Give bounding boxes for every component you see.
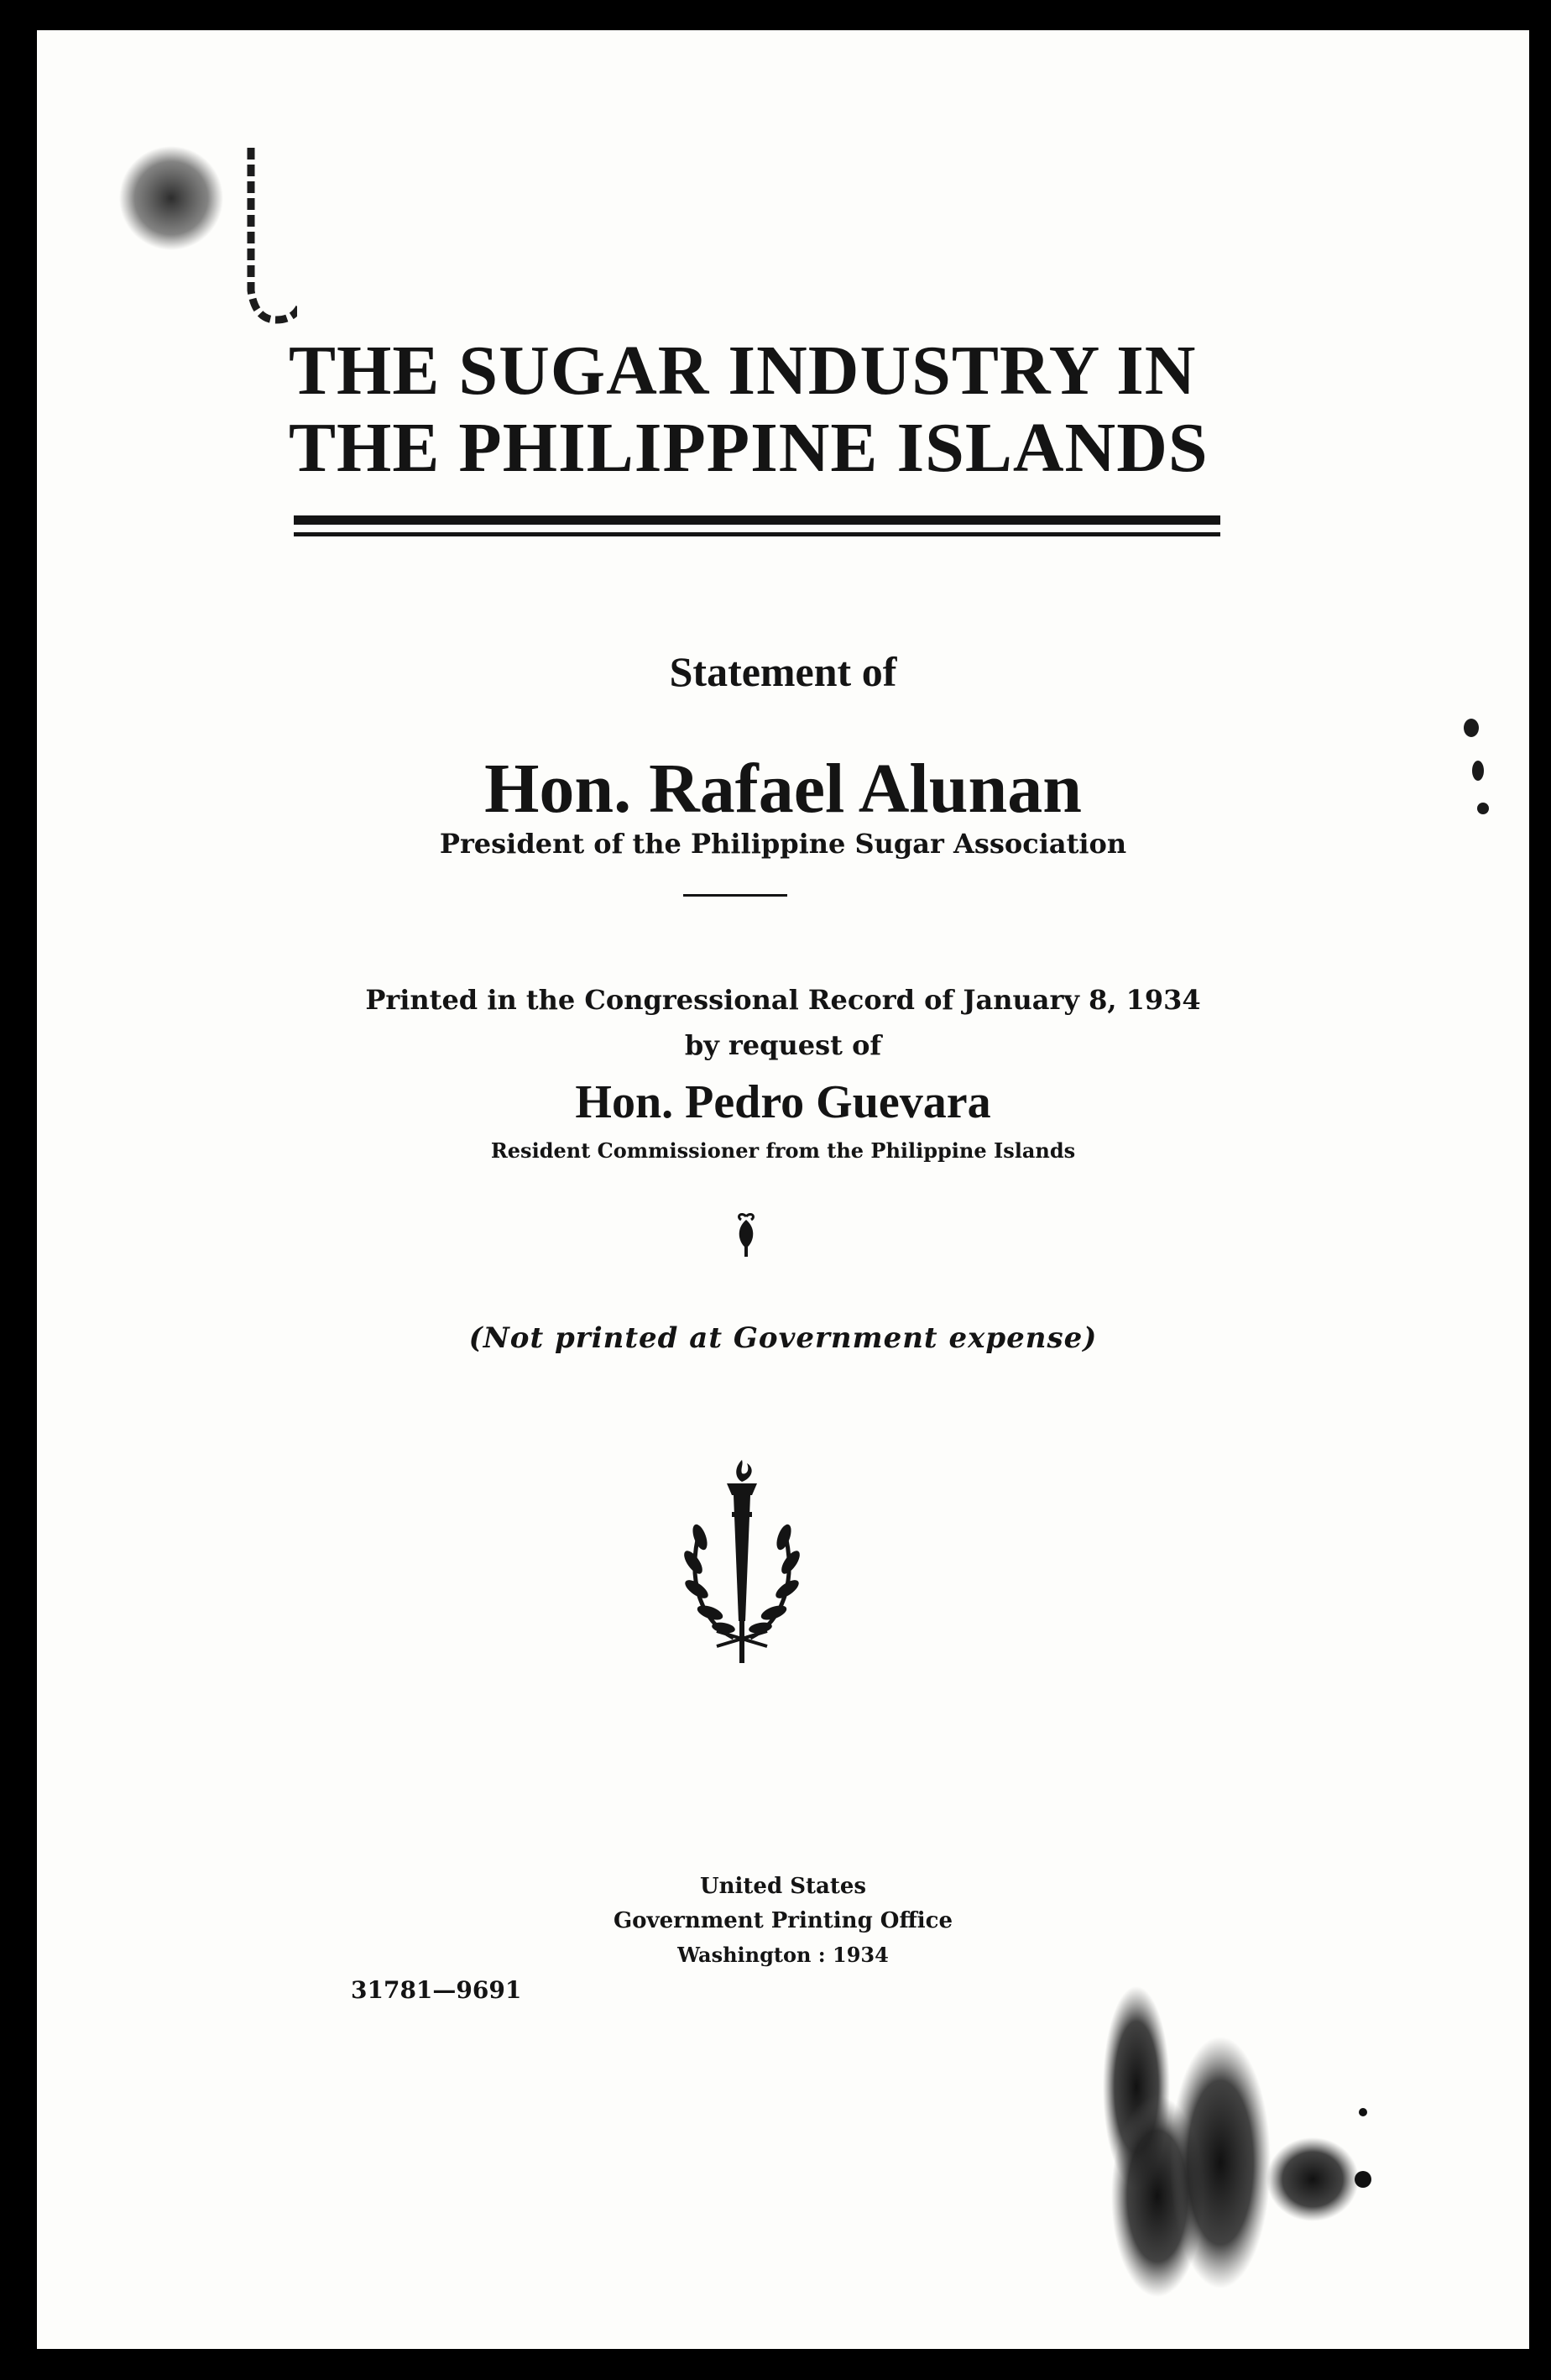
title-line-1: THE SUGAR INDUSTRY IN (289, 332, 1197, 410)
requester-title: Resident Commissioner from the Philippine Islands (490, 1138, 1076, 1163)
ink-speck (1477, 803, 1489, 814)
document-page (37, 30, 1529, 2349)
section-divider (683, 894, 787, 897)
publisher-line-2: Government Printing Office (613, 1908, 953, 1933)
fleuron-icon (729, 1210, 763, 1260)
statement-label: Statement of (669, 648, 897, 695)
by-request-line: by request of (684, 1029, 882, 1061)
paper-clip-mark (112, 114, 297, 366)
publisher-line-1: United States (699, 1874, 867, 1899)
ink-speck (1472, 761, 1484, 781)
requester-name: Hon. Pedro Guevara (575, 1076, 991, 1128)
title-rule-thick (294, 515, 1220, 525)
expense-note: (Not printed at Government expense) (468, 1321, 1098, 1355)
speaker-name: Hon. Rafael Alunan (484, 750, 1082, 828)
publisher-line-3: Washington : 1934 (677, 1943, 889, 1967)
speaker-title: President of the Philippine Sugar Association (439, 828, 1127, 860)
title-line-2: THE PHILIPPINE ISLANDS (289, 409, 1209, 487)
job-number: 31781—9691 (351, 1976, 522, 2004)
ink-speck (1464, 719, 1479, 737)
torch-laurel-emblem-icon (675, 1453, 809, 1671)
title-rule-thin (294, 532, 1220, 536)
ink-blot-mark (1086, 1978, 1455, 2347)
printed-in-line: Printed in the Congressional Record of January 8, 1934 (365, 984, 1201, 1016)
